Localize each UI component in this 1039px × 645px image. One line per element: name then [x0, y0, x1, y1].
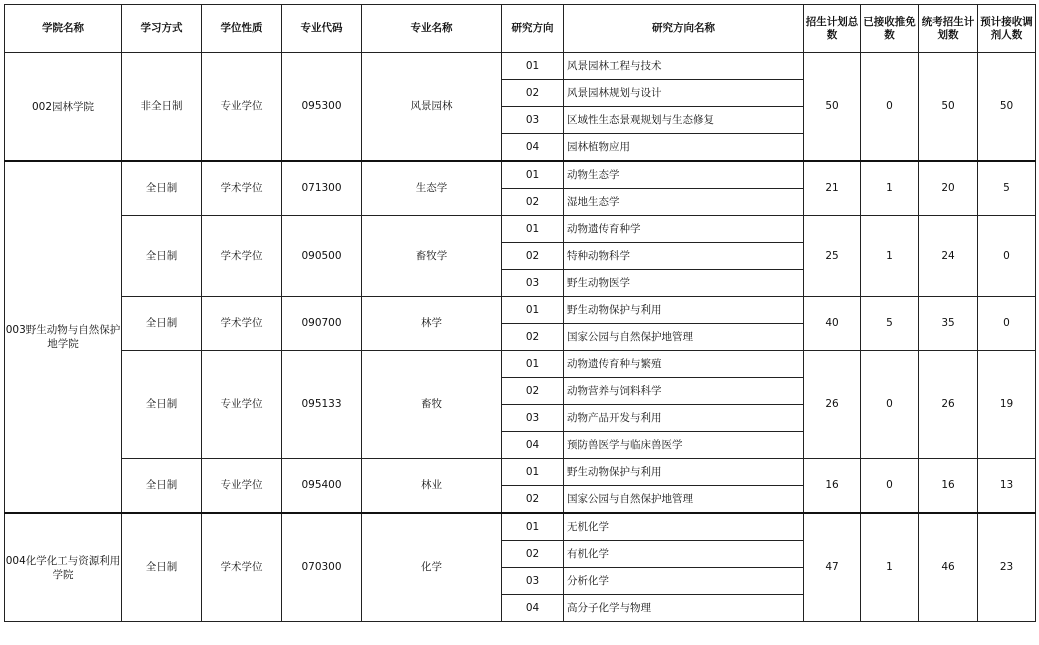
exempt-count: 5: [861, 297, 919, 351]
enrollment-table: [4, 4, 1036, 622]
direction-name: 野生动物保护与利用: [564, 297, 804, 324]
header-college: 学院名称: [5, 5, 122, 53]
major-name: 风景园林: [362, 53, 502, 162]
direction-code: 01: [502, 297, 564, 324]
header-exempt-count: 已接收推免数: [861, 5, 919, 53]
direction-code: 01: [502, 513, 564, 541]
table-row: [5, 161, 1036, 189]
transfer-count: 50: [978, 53, 1036, 162]
degree-type: 学术学位: [202, 297, 282, 351]
direction-code: 02: [502, 541, 564, 568]
direction-code: 01: [502, 216, 564, 243]
direction-code: 01: [502, 53, 564, 80]
transfer-count: 0: [978, 297, 1036, 351]
transfer-count: 19: [978, 351, 1036, 459]
header-major-code: 专业代码: [282, 5, 362, 53]
degree-type: 学术学位: [202, 161, 282, 216]
exam-plan: 46: [919, 513, 978, 622]
direction-name: 有机化学: [564, 541, 804, 568]
header-study-mode: 学习方式: [122, 5, 202, 53]
plan-total: 21: [804, 161, 861, 216]
direction-code: 01: [502, 161, 564, 189]
plan-total: 47: [804, 513, 861, 622]
study-mode: 全日制: [122, 161, 202, 216]
direction-code: 01: [502, 459, 564, 486]
direction-name: 预防兽医学与临床兽医学: [564, 432, 804, 459]
major-code: 095300: [282, 53, 362, 162]
header-exam-plan: 统考招生计划数: [919, 5, 978, 53]
direction-name: 湿地生态学: [564, 189, 804, 216]
direction-code: 02: [502, 243, 564, 270]
major-name: 林学: [362, 297, 502, 351]
direction-name: 园林植物应用: [564, 134, 804, 162]
major-code: 071300: [282, 161, 362, 216]
exempt-count: 0: [861, 53, 919, 162]
header-plan-total: 招生计划总数: [804, 5, 861, 53]
degree-type: 学术学位: [202, 216, 282, 297]
direction-code: 01: [502, 351, 564, 378]
direction-name: 风景园林规划与设计: [564, 80, 804, 107]
exam-plan: 50: [919, 53, 978, 162]
study-mode: 全日制: [122, 351, 202, 459]
degree-type: 学术学位: [202, 513, 282, 622]
transfer-count: 0: [978, 216, 1036, 297]
exam-plan: 16: [919, 459, 978, 514]
study-mode: 全日制: [122, 297, 202, 351]
direction-name: 动物生态学: [564, 161, 804, 189]
major-code: 090500: [282, 216, 362, 297]
degree-type: 专业学位: [202, 53, 282, 162]
direction-code: 02: [502, 324, 564, 351]
plan-total: 16: [804, 459, 861, 514]
transfer-count: 23: [978, 513, 1036, 622]
degree-type: 专业学位: [202, 459, 282, 514]
exam-plan: 24: [919, 216, 978, 297]
direction-code: 04: [502, 432, 564, 459]
degree-type: 专业学位: [202, 351, 282, 459]
direction-name: 国家公园与自然保护地管理: [564, 486, 804, 514]
table-row: [5, 351, 1036, 378]
major-name: 林业: [362, 459, 502, 514]
table-row: [5, 216, 1036, 243]
table-header-row: [5, 5, 1036, 53]
direction-code: 02: [502, 80, 564, 107]
direction-name: 高分子化学与物理: [564, 595, 804, 622]
transfer-count: 5: [978, 161, 1036, 216]
major-code: 095400: [282, 459, 362, 514]
header-degree-type: 学位性质: [202, 5, 282, 53]
major-name: 畜牧: [362, 351, 502, 459]
major-code: 090700: [282, 297, 362, 351]
header-direction-code: 研究方向: [502, 5, 564, 53]
study-mode: 全日制: [122, 459, 202, 514]
study-mode: 非全日制: [122, 53, 202, 162]
table-row: [5, 297, 1036, 324]
exempt-count: 1: [861, 513, 919, 622]
direction-code: 02: [502, 189, 564, 216]
college-name: 004化学化工与资源利用学院: [5, 513, 122, 622]
major-name: 化学: [362, 513, 502, 622]
direction-name: 动物营养与饲料科学: [564, 378, 804, 405]
direction-code: 03: [502, 107, 564, 134]
transfer-count: 13: [978, 459, 1036, 514]
direction-name: 野生动物医学: [564, 270, 804, 297]
study-mode: 全日制: [122, 216, 202, 297]
table-row: [5, 53, 1036, 80]
exam-plan: 35: [919, 297, 978, 351]
exempt-count: 1: [861, 216, 919, 297]
direction-code: 04: [502, 595, 564, 622]
direction-code: 04: [502, 134, 564, 162]
header-transfer-count: 预计接收调剂人数: [978, 5, 1036, 53]
direction-name: 无机化学: [564, 513, 804, 541]
major-code: 095133: [282, 351, 362, 459]
exam-plan: 20: [919, 161, 978, 216]
plan-total: 50: [804, 53, 861, 162]
direction-name: 野生动物保护与利用: [564, 459, 804, 486]
major-code: 070300: [282, 513, 362, 622]
exempt-count: 0: [861, 459, 919, 514]
header-major-name: 专业名称: [362, 5, 502, 53]
table-row: [5, 513, 1036, 541]
exempt-count: 1: [861, 161, 919, 216]
direction-code: 03: [502, 270, 564, 297]
direction-name: 动物遗传育种学: [564, 216, 804, 243]
direction-code: 03: [502, 568, 564, 595]
direction-code: 02: [502, 378, 564, 405]
plan-total: 40: [804, 297, 861, 351]
direction-code: 03: [502, 405, 564, 432]
table-row: [5, 459, 1036, 486]
table-body: [5, 53, 1036, 622]
direction-name: 区域性生态景观规划与生态修复: [564, 107, 804, 134]
plan-total: 25: [804, 216, 861, 297]
direction-name: 风景园林工程与技术: [564, 53, 804, 80]
plan-total: 26: [804, 351, 861, 459]
college-name: 003野生动物与自然保护地学院: [5, 161, 122, 513]
major-name: 畜牧学: [362, 216, 502, 297]
exempt-count: 0: [861, 351, 919, 459]
college-name: 002园林学院: [5, 53, 122, 162]
exam-plan: 26: [919, 351, 978, 459]
header-direction-name: 研究方向名称: [564, 5, 804, 53]
direction-name: 分析化学: [564, 568, 804, 595]
study-mode: 全日制: [122, 513, 202, 622]
direction-name: 国家公园与自然保护地管理: [564, 324, 804, 351]
major-name: 生态学: [362, 161, 502, 216]
direction-name: 特种动物科学: [564, 243, 804, 270]
direction-code: 02: [502, 486, 564, 514]
direction-name: 动物遗传育种与繁殖: [564, 351, 804, 378]
direction-name: 动物产品开发与利用: [564, 405, 804, 432]
